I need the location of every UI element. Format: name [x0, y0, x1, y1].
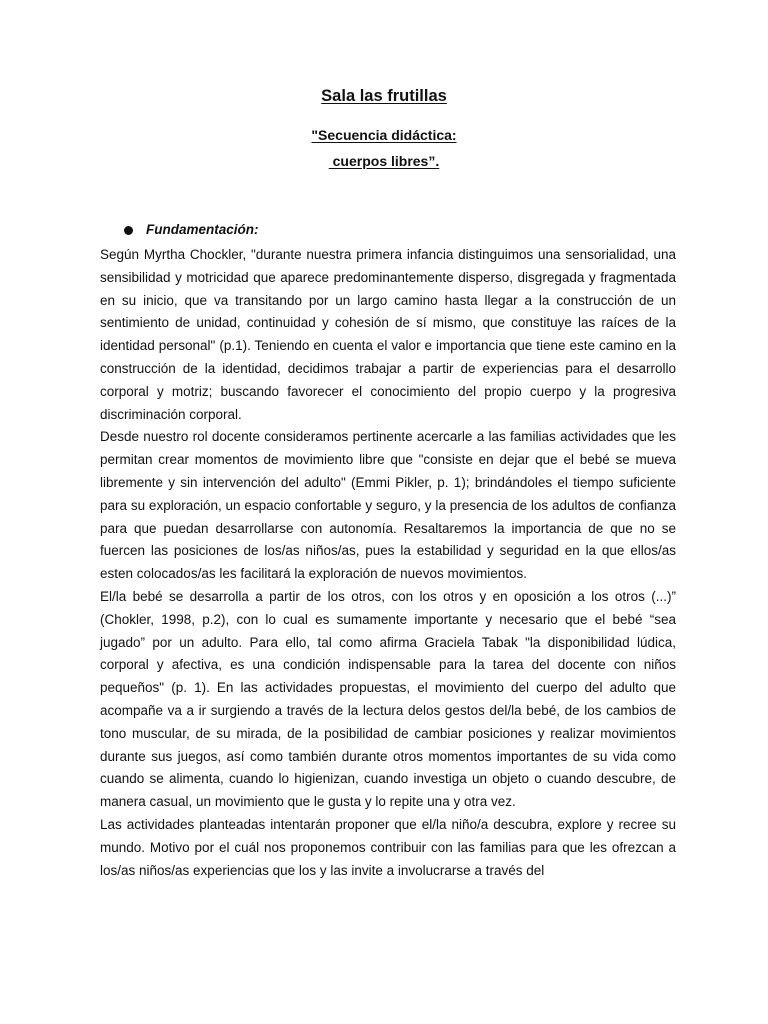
paragraph: Las actividades planteadas intentarán proponer que el/la niño/a descubra, explore y recree su mundo. Motivo por el cuál nos proponemos contribuir con las familias para que les ofrezcan a los/as niños/as experiencias que los y las invite a involucrarse a través del	[100, 816, 676, 878]
paragraph: El/la bebé se desarrolla a partir de los otros, con los otros y en oposición a los otros (...)” (Chokler, 1998, p.2), con lo cual es sumamente importante y necesario que el bebé “sea jugado” por un adulto. Para ello, tal como afirma Graciela Tabak "la disponibilidad lúdica, corporal y afectiva, es una condición indispensable para la tarea del docente con niños pequeños" (p. 1). En las actividades propuestas, el movimiento del cuerpo del adulto que acompañe va a ir surgiendo a través de la lectura delos gestos del/la bebé, de los cambios de tono muscular, de su mirada, de la posibilidad de cambiar posiciones y realizar movimientos durante sus juegos, así como también durante otros momentos importantes de su vida como cuando se alimenta, cuando lo higienizan, cuando investiga un objeto o cuando descubre, de manera casual, un movimiento que le gusta y lo repite una y otra vez.	[100, 588, 676, 810]
document-subtitle-line-2: cuerpos libres”.	[328, 153, 440, 169]
paragraph: Desde nuestro rol docente consideramos pertinente acercarle a las familias actividades que les permitan crear momentos de movimiento libre que "consiste en dejar que el bebé se mueva libremente y sin intervención del adulto" (Emmi Pikler, p. 1); brindándoles el tiempo suficiente para su exploración, un espacio confortable y seguro, y la presencia de los adultos de confianza para que puedan desarrollarse con autonomía. Resaltaremos la importancia de que no se fuercen las posiciones de los/as niños/as, pues la estabilidad y seguridad en la que ellos/as esten colocados/as les facilitará la exploración de nuevos movimientos.	[100, 429, 676, 582]
section-heading	[123, 222, 259, 237]
document-title: Sala las frutillas	[321, 87, 447, 105]
document-subtitle-line-1: "Secuencia didáctica:	[311, 127, 457, 143]
body-text	[100, 244, 676, 882]
section-heading-label: Fundamentación:	[146, 222, 259, 237]
paragraph: Según Myrtha Chockler, "durante nuestra primera infancia distinguimos una sensorialidad, una sensibilidad y motricidad que aparece predominantemente disperso, disgregada y fragmentada en su inicio, que va transitando por un largo camino hasta llegar a la construcción de un sentimiento de unidad, continuidad y cohesión de sí mismo, que constituye las raíces de la identidad personal" (p.1). Teniendo en cuenta el valor e importancia que tiene este camino en la construcción de la identidad, decidimos trabajar a partir de experiencias para el desarrollo corporal y motriz; buscando favorecer el conocimiento del propio cuerpo y la progresiva discriminación corporal.	[100, 247, 676, 422]
